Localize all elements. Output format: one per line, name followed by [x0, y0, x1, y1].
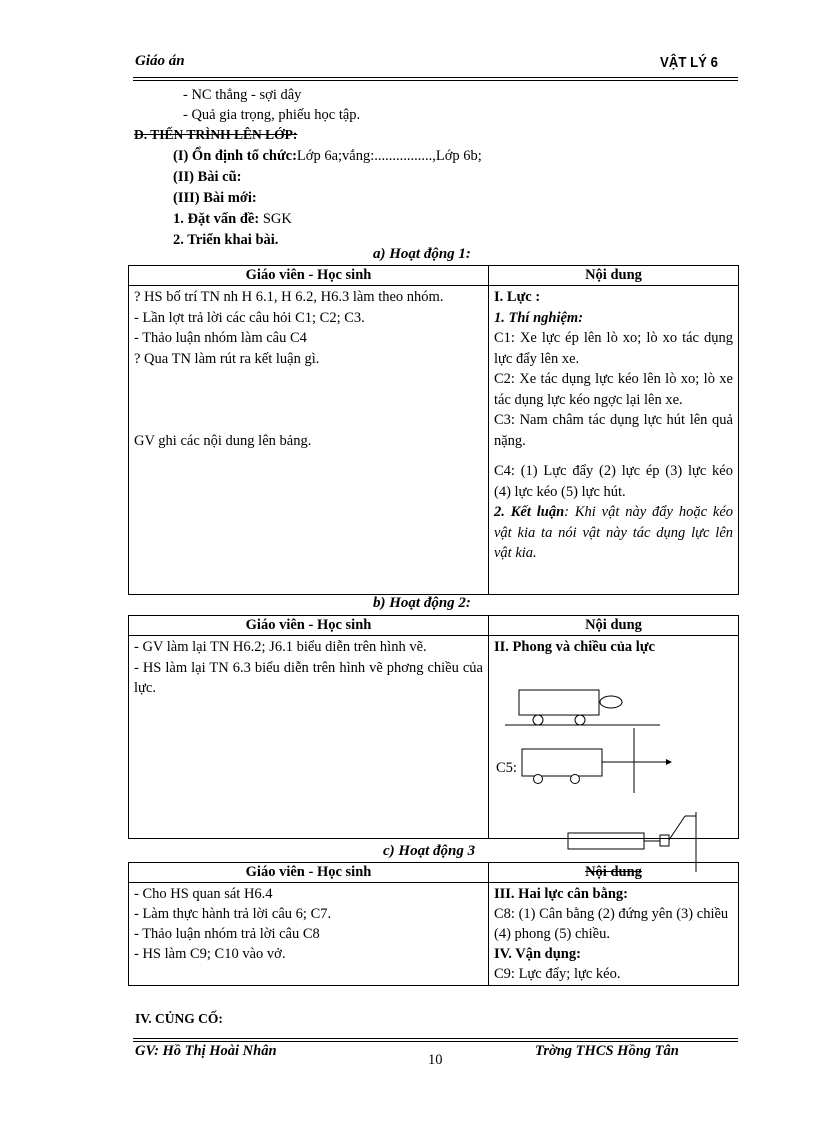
activity1-left-line: ? Qua TN làm rút ra kết luận gì.: [134, 350, 320, 367]
activity1-teacher-cell: [129, 286, 489, 595]
footer-rule: [133, 1038, 738, 1039]
activity2-caption: b) Hoạt động 2:: [373, 595, 471, 611]
activity1-left-line: GV ghi các nội dung lên bảng.: [134, 433, 312, 449]
cart-2-diagram: [522, 728, 672, 793]
cart-1-diagram: [505, 690, 660, 725]
activity3-left-line: - Thảo luận nhóm trả lời câu C8: [134, 926, 320, 942]
activity3-left-line: - HS làm C9; C10 vào vở.: [134, 946, 286, 962]
activity1-experiment-subtitle: 1. Thí nghiệm:: [494, 309, 584, 326]
step-organization: [173, 148, 482, 165]
footer-rule-2: [133, 1041, 738, 1042]
activity1-left-line: - Lần lợt trả lời các câu hỏi C1; C2; C3.: [134, 309, 365, 326]
activity2-head-content: Nội dung: [489, 616, 739, 636]
activity2-left-line: - HS làm lại TN 6.3 biểu diễn trên hình vẽ phơng chiều của lực.: [134, 659, 483, 696]
activity3-left-line: - Làm thực hành trả lời câu 6; C7.: [134, 906, 332, 922]
activity1-caption: a) Hoạt động 1:: [373, 246, 471, 262]
activity2-left-line: - GV làm lại TN H6.2; J6.1 biểu diễn trên hình vẽ.: [134, 639, 427, 655]
activity2-teacher-cell: [129, 636, 489, 839]
activity1-c2: C2: Xe tác dụng lực kéo lên lò xo; lò xe tác dụng lực kéo ngợc lại lên xe.: [494, 371, 733, 408]
header-rule: [133, 77, 738, 78]
activity1-conclusion-label: 2. Kết luận: [494, 504, 565, 520]
activity1-c4: C4: (1) Lực đẩy (2) lực ép (3) lực kéo (4) lực kéo (5) lực hút.: [494, 463, 733, 500]
activity1-table: [128, 265, 739, 595]
c5-label: C5:: [496, 760, 517, 776]
prep-line-2: - Quả gia trọng, phiếu học tập.: [183, 107, 361, 123]
activity1-c3: C3: Nam châm tác dụng lực hút lên quả nặng.: [494, 412, 733, 449]
activity1-conclusion: [494, 502, 733, 564]
step-organization-text: Lớp 6a;vắng:................,Lớp 6b;: [296, 148, 482, 164]
footer-page-number: 10: [428, 1052, 443, 1068]
step-old-lesson: (II) Bài cũ:: [173, 169, 242, 185]
activity3-c8: C8: (1) Cân bằng (2) đứng yên (3) chiều (4) phong (5) chiều.: [494, 906, 729, 942]
activity3-head-teacher: Giáo viên - Học sinh: [129, 863, 489, 883]
activity1-head-content: Nội dung: [489, 266, 739, 286]
step-new-lesson: (III) Bài mới:: [173, 190, 257, 206]
step-organization-label: (I) Ổn định tổ chức:: [173, 148, 297, 164]
header-doc-type: Giáo án: [135, 53, 185, 69]
activity1-left-line: - Thảo luận nhóm làm câu C4: [134, 330, 307, 346]
activity3-header-row: [129, 863, 739, 883]
activity3-table: [128, 862, 739, 986]
activity3-head-content: Nội dung: [489, 863, 739, 883]
section-d-heading: D. TIẾN TRÌNH LÊN LỚP:: [134, 127, 298, 142]
header-subject: VẬT LÝ 6: [660, 54, 718, 71]
activity3-balanced-title: III. Hai lực cân bằng:: [494, 886, 628, 902]
activity1-conclusion-text: : Khi vật này đẩy hoặc kéo vật kia ta nói vật này tác dụng lực lên vật kia.: [494, 504, 734, 561]
prep-line-1: - NC thẳng - sợi dây: [183, 87, 302, 103]
activity3-content-cell: [489, 883, 739, 986]
activity2-header-row: [129, 616, 739, 636]
header-rule-2: [133, 80, 738, 81]
step-deploy: 2. Triển khai bài.: [173, 232, 279, 248]
activity3-c9: C9: Lực đẩy; lực kéo.: [494, 966, 621, 982]
activity2-direction-title: II. Phong và chiều của lực: [494, 639, 655, 655]
activity3-body-row: [129, 883, 739, 986]
activity1-head-teacher: Giáo viên - Học sinh: [129, 266, 489, 286]
activity1-force-title: I. Lực :: [494, 289, 541, 305]
activity1-content-cell: [489, 286, 739, 595]
step-problem-text: SGK: [262, 211, 292, 227]
activity3-teacher-cell: [129, 883, 489, 986]
activity3-caption: c) Hoạt động 3: [383, 843, 476, 859]
footer-author: GV: Hồ Thị Hoài Nhân: [135, 1043, 277, 1059]
activity1-header-row: [129, 266, 739, 286]
activity3-left-line: - Cho HS quan sát H6.4: [134, 886, 273, 902]
activity1-left-line: ? HS bố trí TN nh H 6.1, H 6.2, H6.3 làm theo nhóm.: [134, 289, 444, 305]
activity1-c1: C1: Xe lực ép lên lò xo; lò xo tác dụng lực đẩy lên xe.: [494, 330, 733, 367]
step-problem-label: 1. Đặt vấn đề:: [173, 211, 260, 227]
activity2-head-teacher: Giáo viên - Học sinh: [129, 616, 489, 636]
section-iv-heading: IV. CỦNG CỐ:: [135, 1011, 223, 1026]
activity1-body-row: [129, 286, 739, 595]
footer-school: Trờng THCS Hồng Tân: [535, 1043, 679, 1059]
step-problem: [173, 211, 292, 228]
activity3-apply-title: IV. Vận dụng:: [494, 946, 581, 962]
